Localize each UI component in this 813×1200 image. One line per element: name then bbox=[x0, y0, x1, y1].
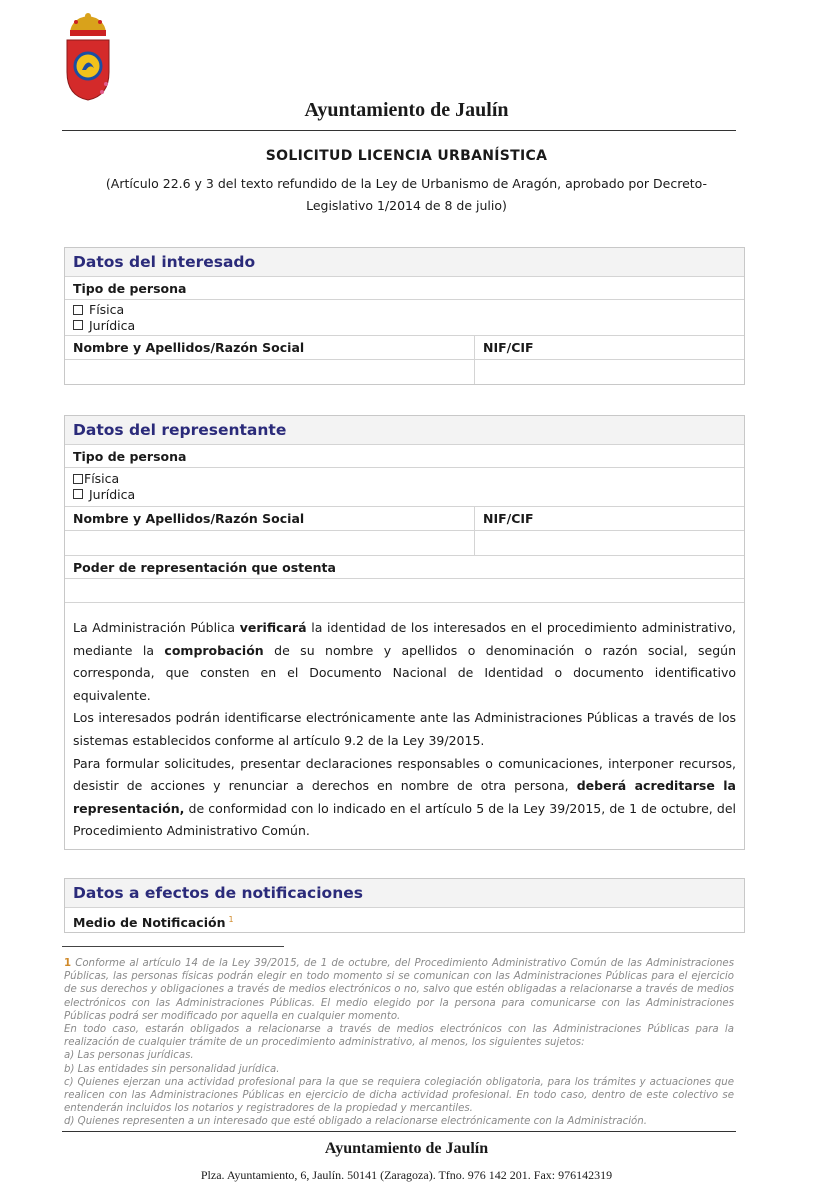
interesado-tipo-label: Tipo de persona bbox=[65, 277, 744, 300]
document-title: SOLICITUD LICENCIA URBANÍSTICA bbox=[265, 148, 548, 164]
footnote-divider bbox=[62, 946, 284, 947]
town-title: Ayuntamiento de Jaulín bbox=[304, 99, 509, 121]
representante-heading: Datos del representante bbox=[65, 416, 744, 445]
representante-option-juridica[interactable]: Jurídica bbox=[73, 487, 736, 503]
interesado-option-fisica[interactable]: Física bbox=[73, 302, 736, 318]
footnote-number: 1 bbox=[64, 958, 72, 969]
notificaciones-heading: Datos a efectos de notificaciones bbox=[65, 879, 744, 908]
legal-paragraph-3: Para formular solicitudes, presentar declaraciones responsables o comunicaciones, interponer recursos, desistir de acciones y renunciar a derechos en nombre de otra persona, deberá acreditarse la representación, de conformidad con lo indicado en el artículo 5 de la Ley 39/2015, de 1 de octubre, del Procedimiento Administrativo Común. bbox=[73, 755, 736, 839]
legal-paragraph-2: Los interesados podrán identificarse electrónicamente ante las Administraciones Públicas a través de los sistemas establecidos conforme al artículo 9.2 de la Ley 39/2015. bbox=[73, 710, 736, 748]
interesado-tipo-options bbox=[65, 300, 744, 336]
checkbox-icon[interactable] bbox=[73, 489, 83, 499]
interesado-section bbox=[64, 247, 745, 385]
footnote: 1 Conforme al artículo 14 de la Ley 39/2015, de 1 de octubre, del Procedimiento Administrativo Común de las Administraciones Públicas, las personas físicas podrán elegir en todo momento si se comunican con las Administraciones Públicas para el ejercicio de sus derechos y obligaciones a través de medios electrónicos o no, salvo que estén obligadas a relacionarse a través de medios electrónicos con las Administraciones Públicas. El medio elegido por la persona para comunicarse con las Administraciones Públicas podrá ser modificado por aquella en cualquier momento. En todo caso, estarán obligados a relacionarse a través de medios electrónicos con las Administraciones Públicas para la realización de cualquier trámite de un procedimiento administrativo, al menos, los siguientes sujetos: a) Las personas jurídicas. b) Las entidades sin personalidad jurídica. c) Quienes ejerzan una actividad profesional para la que se requiera colegiación obligatoria, para los trámites y actuaciones que realicen con las Administraciones Públicas en ejercicio de dicha actividad profesional. En todo caso, dentro de este colectivo se entenderán incluidos los notarios y registradores de la propiedad y mercantiles. d) Quienes representen a un interesado que esté obligado a relacionarse electrónicamente con la Administración. bbox=[64, 958, 734, 1128]
interesado-heading: Datos del interesado bbox=[65, 248, 744, 277]
interesado-nif-field[interactable] bbox=[475, 360, 744, 384]
poder-representacion-field[interactable] bbox=[65, 579, 744, 603]
document-subtitle-line2: Legislativo 1/2014 de 8 de julio) bbox=[306, 198, 507, 213]
representante-tipo-options bbox=[65, 468, 744, 507]
footnote-reference: 1 bbox=[228, 915, 234, 924]
footer-address: Plza. Ayuntamiento, 6, Jaulín. 50141 (Zaragoza). Tfno. 976 142 201. Fax: 976142319 bbox=[200, 1168, 613, 1182]
interesado-nombre-field[interactable] bbox=[65, 360, 475, 384]
checkbox-icon[interactable] bbox=[73, 320, 83, 330]
document-subtitle-line1: (Artículo 22.6 y 3 del texto refundido de la Ley de Urbanismo de Aragón, aprobado por Decreto- bbox=[105, 176, 708, 191]
legal-notice bbox=[65, 603, 744, 849]
checkbox-icon[interactable] bbox=[73, 305, 83, 315]
footer-town: Ayuntamiento de Jaulín bbox=[324, 1140, 489, 1157]
interesado-nombre-label: Nombre y Apellidos/Razón Social bbox=[65, 336, 475, 359]
coat-of-arms-logo bbox=[62, 12, 114, 102]
representante-tipo-label: Tipo de persona bbox=[65, 445, 744, 468]
poder-representacion-label: Poder de representación que ostenta bbox=[65, 556, 744, 579]
representante-option-fisica[interactable]: Física bbox=[73, 471, 736, 487]
medio-notificacion-label: Medio de Notificación $^1$ bbox=[73, 915, 234, 931]
notificaciones-section bbox=[64, 878, 745, 933]
representante-nombre-field[interactable] bbox=[65, 531, 475, 555]
representante-section bbox=[64, 415, 745, 850]
representante-nombre-label: Nombre y Apellidos/Razón Social bbox=[65, 507, 475, 530]
legal-paragraph-1: La Administración Pública verificará la identidad de los interesados en el procedimiento administrativo, mediante la comprobación de su nombre y apellidos o denominación o razón social, según corresponda, que consten en el Documento Nacional de Identidad o documento identificativo equivalente. bbox=[73, 620, 736, 703]
header-divider bbox=[62, 130, 736, 131]
representante-nif-field[interactable] bbox=[475, 531, 744, 555]
interesado-nif-label: NIF/CIF bbox=[483, 340, 534, 355]
interesado-option-juridica[interactable]: Jurídica bbox=[73, 318, 736, 334]
checkbox-icon[interactable] bbox=[73, 474, 83, 484]
representante-nif-label: NIF/CIF bbox=[483, 511, 534, 526]
footer-divider bbox=[62, 1131, 736, 1132]
